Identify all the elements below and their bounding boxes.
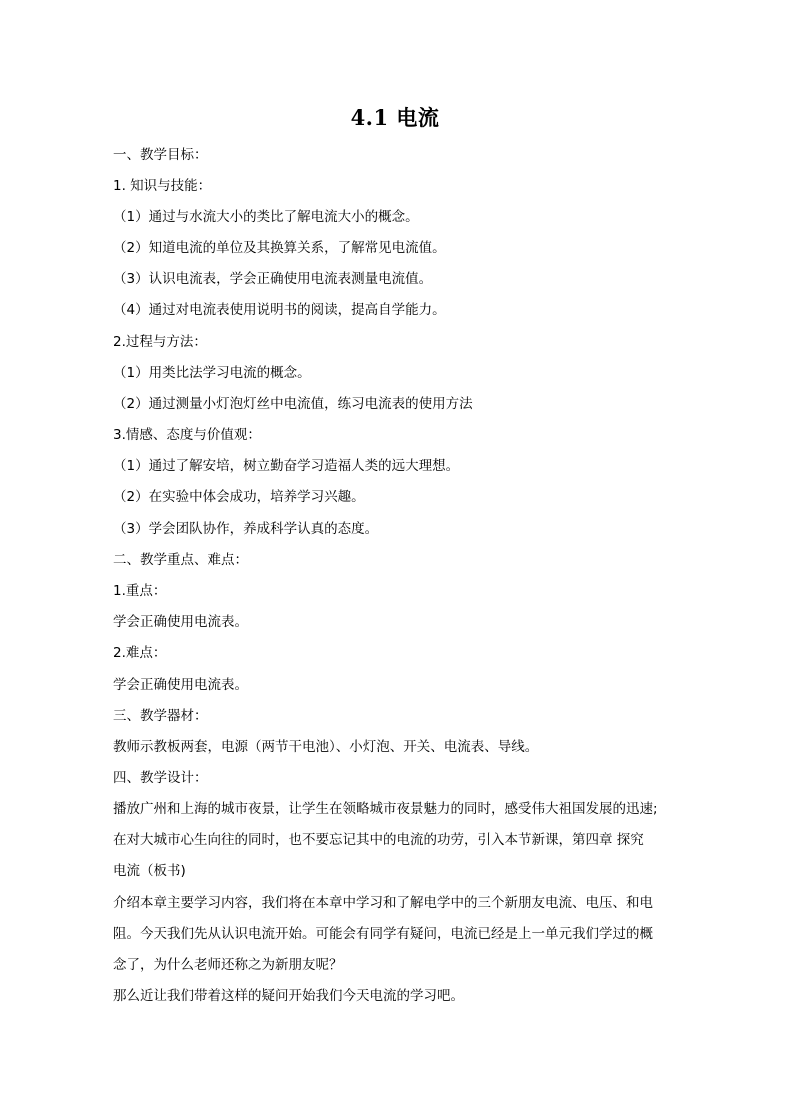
list-item: （2）通过测量小灯泡灯丝中电流值，练习电流表的使用方法	[113, 396, 473, 412]
paragraph-line: 阻。今天我们先从认识电流开始。可能会有同学有疑问，电流已经是上一单元我们学过的概	[113, 926, 653, 942]
paragraph-line: 那么近让我们带着这样的疑问开始我们今天电流的学习吧。	[113, 988, 464, 1004]
document-title: 4.1 电流	[350, 105, 440, 130]
subheading-process-method: 2.过程与方法：	[113, 334, 207, 350]
paragraph-line: 介绍本章主要学习内容，我们将在本章中学习和了解电学中的三个新朋友电流、电压、和电	[113, 895, 653, 911]
subheading-key-point: 1.重点：	[113, 583, 167, 599]
section-heading-equipment: 三、教学器材：	[113, 708, 208, 724]
paragraph-line: 在对大城市心生向往的同时，也不要忘记其中的电流的功劳，引入本节新课，第四章 探究	[113, 832, 644, 848]
paragraph-line: 念了，为什么老师还称之为新朋友呢？	[113, 957, 343, 973]
subheading-knowledge-skills: 1. 知识与技能：	[113, 178, 212, 194]
section-heading-design: 四、教学设计：	[113, 770, 208, 786]
paragraph: 教师示教板两套，电源（两节干电池）、小灯泡、开关、电流表、导线。	[113, 739, 539, 755]
paragraph: 学会正确使用电流表。	[113, 677, 248, 693]
list-item: （3）认识电流表，学会正确使用电流表测量电流值。	[113, 271, 433, 287]
list-item: （2）在实验中体会成功，培养学习兴趣。	[113, 489, 365, 505]
list-item: （3）学会团队协作，养成科学认真的态度。	[113, 521, 379, 537]
list-item: （2）知道电流的单位及其换算关系，了解常见电流值。	[113, 240, 446, 256]
subheading-emotion-attitude: 3.情感、态度与价值观：	[113, 427, 261, 443]
section-heading-objectives: 一、教学目标：	[113, 147, 208, 163]
list-item: （4）通过对电流表使用说明书的阅读，提高自学能力。	[113, 302, 446, 318]
paragraph-line: 播放广州和上海的城市夜景，让学生在领略城市夜景魅力的同时，感受伟大祖国发展的迅速;	[113, 801, 658, 817]
paragraph: 学会正确使用电流表。	[113, 614, 248, 630]
list-item: （1）通过与水流大小的类比了解电流大小的概念。	[113, 209, 419, 225]
section-heading-key-points: 二、教学重点、难点：	[113, 552, 248, 568]
paragraph-line: 电流（板书)	[113, 863, 186, 879]
subheading-difficulty: 2.难点：	[113, 645, 167, 661]
list-item: （1）用类比法学习电流的概念。	[113, 365, 311, 381]
list-item: （1）通过了解安培，树立勤奋学习造福人类的远大理想。	[113, 458, 460, 474]
